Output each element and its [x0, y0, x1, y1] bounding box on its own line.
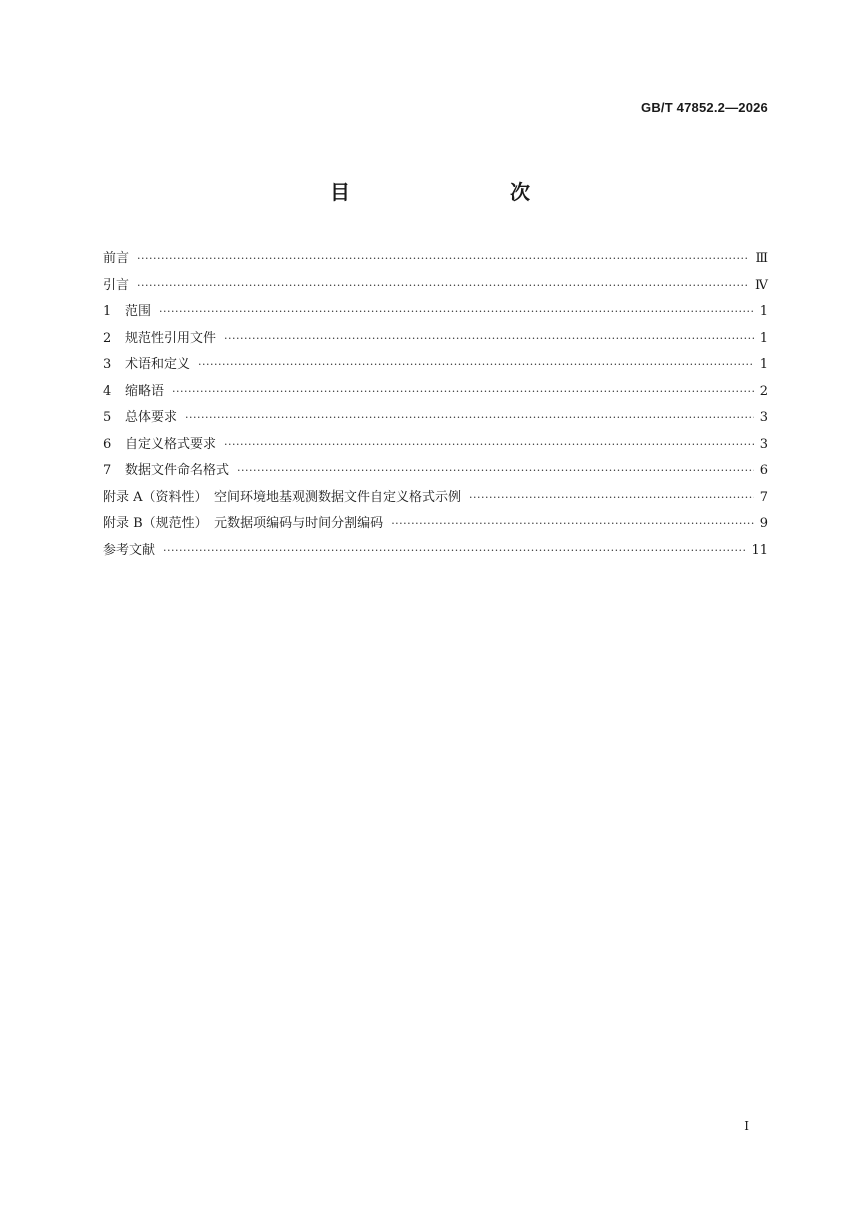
table-of-contents — [103, 247, 768, 565]
toc-leader-dots — [137, 279, 749, 292]
toc-entry-page: 2 — [759, 383, 768, 399]
toc-entry-label: 前言 — [103, 251, 130, 266]
toc-entry-annex-a[interactable] — [103, 486, 768, 513]
toc-entry-annex-b[interactable] — [103, 512, 768, 539]
toc-entry-label: 数据文件命名格式 — [125, 463, 230, 478]
toc-entry-preface[interactable] — [103, 247, 768, 274]
toc-entry-page: Ⅳ — [755, 277, 768, 293]
toc-entry-number: 7 — [103, 463, 112, 478]
toc-leader-dots — [391, 517, 754, 530]
toc-entry-bibliography[interactable] — [103, 539, 768, 566]
toc-entry-label: 参考文献 — [103, 542, 156, 558]
toc-entry-number: 1 — [103, 304, 112, 319]
toc-leader-dots — [224, 332, 754, 345]
toc-entry-label: 自定义格式要求 — [125, 436, 217, 452]
toc-entry-page: 1 — [759, 357, 768, 372]
toc-entry-label: 附录 A（资料性） 空间环境地基观测数据文件自定义格式示例 — [103, 489, 462, 505]
toc-entry-page: 6 — [759, 463, 768, 478]
toc-entry-page: 3 — [759, 436, 768, 452]
toc-entry-label: 规范性引用文件 — [125, 330, 217, 346]
toc-entry-page: 1 — [759, 304, 768, 319]
toc-entry-number: 3 — [103, 357, 112, 372]
page-title: 目 次 — [330, 180, 570, 204]
toc-entry-custom-format[interactable] — [103, 433, 768, 460]
toc-entry-introduction[interactable] — [103, 274, 768, 301]
toc-entry-number: 4 — [103, 383, 112, 399]
toc-leader-dots — [185, 411, 754, 424]
toc-leader-dots — [172, 385, 754, 398]
toc-entry-scope[interactable] — [103, 300, 768, 327]
toc-leader-dots — [237, 464, 754, 477]
toc-leader-dots — [224, 438, 754, 451]
toc-leader-dots — [137, 252, 749, 265]
toc-entry-label: 范围 — [125, 304, 152, 319]
toc-leader-dots — [469, 491, 754, 504]
toc-entry-normative-references[interactable] — [103, 327, 768, 354]
toc-entry-abbreviations[interactable] — [103, 380, 768, 407]
toc-entry-page: 7 — [759, 489, 768, 505]
toc-entry-general-requirements[interactable] — [103, 406, 768, 433]
toc-entry-page: 3 — [759, 410, 768, 425]
toc-entry-label: 术语和定义 — [125, 357, 191, 372]
toc-entry-label: 附录 B（规范性） 元数据项编码与时间分割编码 — [103, 516, 384, 531]
toc-entry-number: 5 — [103, 410, 112, 425]
toc-entry-page: 1 — [759, 330, 768, 346]
page-number: Ⅰ — [744, 1119, 749, 1133]
toc-entry-number: 6 — [103, 436, 112, 452]
toc-entry-page: 9 — [759, 516, 768, 531]
toc-entry-page: 11 — [751, 542, 768, 558]
toc-entry-terms-definitions[interactable] — [103, 353, 768, 380]
toc-entry-label: 引言 — [103, 277, 130, 293]
toc-leader-dots — [159, 305, 754, 318]
toc-entry-file-naming[interactable] — [103, 459, 768, 486]
toc-entry-page: Ⅲ — [755, 251, 768, 266]
toc-entry-label: 总体要求 — [125, 410, 178, 425]
toc-leader-dots — [198, 358, 754, 371]
toc-entry-label: 缩略语 — [125, 383, 165, 399]
toc-entry-number: 2 — [103, 330, 112, 346]
toc-leader-dots — [163, 544, 745, 557]
standard-code: GB/T 47852.2—2026 — [641, 100, 768, 115]
